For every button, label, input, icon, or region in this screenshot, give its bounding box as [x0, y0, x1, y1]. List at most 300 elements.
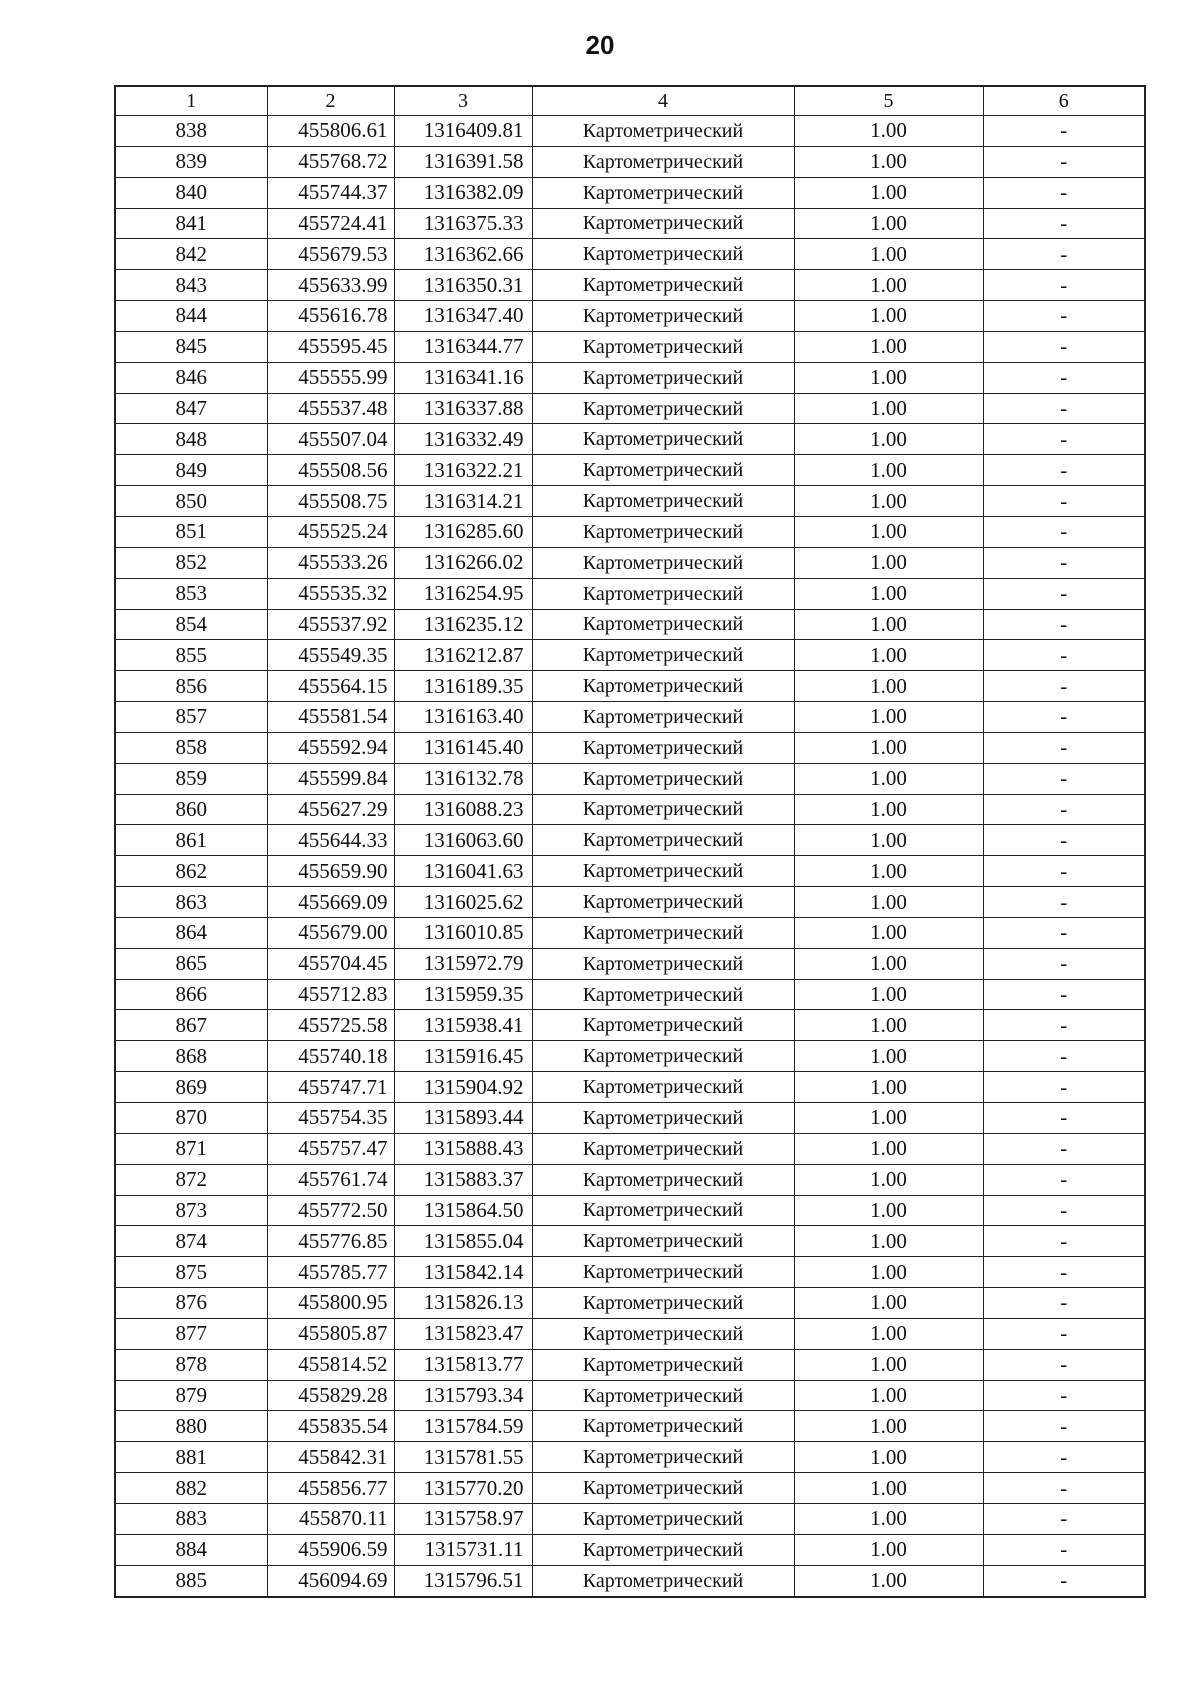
x-coordinate-cell: 455627.29 — [267, 794, 394, 825]
table-row — [115, 547, 1145, 578]
table-row — [115, 1041, 1145, 1072]
point-number-cell: 864 — [115, 917, 267, 948]
method-cell: Картометрический — [532, 1164, 794, 1195]
method-cell: Картометрический — [532, 239, 794, 270]
y-coordinate-cell: 1316285.60 — [394, 516, 532, 547]
table-row — [115, 177, 1145, 208]
table-row — [115, 671, 1145, 702]
y-coordinate-cell: 1316041.63 — [394, 856, 532, 887]
method-cell: Картометрический — [532, 671, 794, 702]
table-header-row — [115, 86, 1145, 116]
note-cell: - — [983, 1534, 1145, 1565]
accuracy-cell: 1.00 — [794, 1288, 983, 1319]
y-coordinate-cell: 1316362.66 — [394, 239, 532, 270]
x-coordinate-cell: 455564.15 — [267, 671, 394, 702]
x-coordinate-cell: 455679.00 — [267, 917, 394, 948]
accuracy-cell: 1.00 — [794, 393, 983, 424]
note-cell: - — [983, 1164, 1145, 1195]
accuracy-cell: 1.00 — [794, 1195, 983, 1226]
method-cell: Картометрический — [532, 1503, 794, 1534]
accuracy-cell: 1.00 — [794, 640, 983, 671]
point-number-cell: 852 — [115, 547, 267, 578]
y-coordinate-cell: 1316337.88 — [394, 393, 532, 424]
table-row — [115, 1565, 1145, 1596]
table-row — [115, 1411, 1145, 1442]
point-number-cell: 847 — [115, 393, 267, 424]
method-cell: Картометрический — [532, 702, 794, 733]
note-cell: - — [983, 455, 1145, 486]
accuracy-cell: 1.00 — [794, 702, 983, 733]
accuracy-cell: 1.00 — [794, 331, 983, 362]
table-row — [115, 1318, 1145, 1349]
point-number-cell: 842 — [115, 239, 267, 270]
x-coordinate-cell: 455679.53 — [267, 239, 394, 270]
y-coordinate-cell: 1316341.16 — [394, 362, 532, 393]
table-row — [115, 393, 1145, 424]
x-coordinate-cell: 455725.58 — [267, 1010, 394, 1041]
y-coordinate-cell: 1315731.11 — [394, 1534, 532, 1565]
method-cell: Картометрический — [532, 1318, 794, 1349]
column-header: 4 — [532, 86, 794, 116]
table-row — [115, 640, 1145, 671]
method-cell: Картометрический — [532, 1072, 794, 1103]
table-row — [115, 578, 1145, 609]
method-cell: Картометрический — [532, 825, 794, 856]
x-coordinate-cell: 455835.54 — [267, 1411, 394, 1442]
method-cell: Картометрический — [532, 1380, 794, 1411]
x-coordinate-cell: 455659.90 — [267, 856, 394, 887]
point-number-cell: 854 — [115, 609, 267, 640]
method-cell: Картометрический — [532, 146, 794, 177]
column-header: 2 — [267, 86, 394, 116]
method-cell: Картометрический — [532, 516, 794, 547]
y-coordinate-cell: 1315916.45 — [394, 1041, 532, 1072]
y-coordinate-cell: 1315758.97 — [394, 1503, 532, 1534]
method-cell: Картометрический — [532, 455, 794, 486]
column-header: 1 — [115, 86, 267, 116]
note-cell: - — [983, 1041, 1145, 1072]
note-cell: - — [983, 671, 1145, 702]
accuracy-cell: 1.00 — [794, 146, 983, 177]
point-number-cell: 870 — [115, 1103, 267, 1134]
point-number-cell: 863 — [115, 887, 267, 918]
accuracy-cell: 1.00 — [794, 979, 983, 1010]
point-number-cell: 867 — [115, 1010, 267, 1041]
point-number-cell: 853 — [115, 578, 267, 609]
table-row — [115, 1257, 1145, 1288]
note-cell: - — [983, 609, 1145, 640]
method-cell: Картометрический — [532, 301, 794, 332]
note-cell: - — [983, 424, 1145, 455]
note-cell: - — [983, 887, 1145, 918]
accuracy-cell: 1.00 — [794, 609, 983, 640]
x-coordinate-cell: 455805.87 — [267, 1318, 394, 1349]
x-coordinate-cell: 455595.45 — [267, 331, 394, 362]
note-cell: - — [983, 1473, 1145, 1504]
point-number-cell: 875 — [115, 1257, 267, 1288]
method-cell: Картометрический — [532, 362, 794, 393]
table-row — [115, 887, 1145, 918]
table-row — [115, 917, 1145, 948]
point-number-cell: 873 — [115, 1195, 267, 1226]
method-cell: Картометрический — [532, 177, 794, 208]
y-coordinate-cell: 1315972.79 — [394, 948, 532, 979]
x-coordinate-cell: 455533.26 — [267, 547, 394, 578]
accuracy-cell: 1.00 — [794, 825, 983, 856]
note-cell: - — [983, 948, 1145, 979]
note-cell: - — [983, 270, 1145, 301]
note-cell: - — [983, 856, 1145, 887]
method-cell: Картометрический — [532, 1226, 794, 1257]
x-coordinate-cell: 455806.61 — [267, 116, 394, 147]
accuracy-cell: 1.00 — [794, 301, 983, 332]
y-coordinate-cell: 1315770.20 — [394, 1473, 532, 1504]
accuracy-cell: 1.00 — [794, 270, 983, 301]
table-row — [115, 825, 1145, 856]
table-row — [115, 208, 1145, 239]
x-coordinate-cell: 455772.50 — [267, 1195, 394, 1226]
table-row — [115, 979, 1145, 1010]
method-cell: Картометрический — [532, 732, 794, 763]
point-number-cell: 871 — [115, 1133, 267, 1164]
accuracy-cell: 1.00 — [794, 424, 983, 455]
method-cell: Картометрический — [532, 424, 794, 455]
table-row — [115, 1473, 1145, 1504]
x-coordinate-cell: 455644.33 — [267, 825, 394, 856]
note-cell: - — [983, 239, 1145, 270]
note-cell: - — [983, 516, 1145, 547]
point-number-cell: 877 — [115, 1318, 267, 1349]
point-number-cell: 861 — [115, 825, 267, 856]
y-coordinate-cell: 1315864.50 — [394, 1195, 532, 1226]
x-coordinate-cell: 455757.47 — [267, 1133, 394, 1164]
accuracy-cell: 1.00 — [794, 1257, 983, 1288]
point-number-cell: 860 — [115, 794, 267, 825]
note-cell: - — [983, 362, 1145, 393]
point-number-cell: 880 — [115, 1411, 267, 1442]
accuracy-cell: 1.00 — [794, 362, 983, 393]
accuracy-cell: 1.00 — [794, 547, 983, 578]
point-number-cell: 839 — [115, 146, 267, 177]
table-row — [115, 794, 1145, 825]
accuracy-cell: 1.00 — [794, 486, 983, 517]
table-row — [115, 239, 1145, 270]
note-cell: - — [983, 763, 1145, 794]
accuracy-cell: 1.00 — [794, 1041, 983, 1072]
accuracy-cell: 1.00 — [794, 948, 983, 979]
note-cell: - — [983, 1288, 1145, 1319]
table-row — [115, 1072, 1145, 1103]
x-coordinate-cell: 455508.56 — [267, 455, 394, 486]
table-row — [115, 1226, 1145, 1257]
point-number-cell: 884 — [115, 1534, 267, 1565]
y-coordinate-cell: 1315842.14 — [394, 1257, 532, 1288]
y-coordinate-cell: 1315784.59 — [394, 1411, 532, 1442]
point-number-cell: 845 — [115, 331, 267, 362]
y-coordinate-cell: 1316145.40 — [394, 732, 532, 763]
note-cell: - — [983, 1380, 1145, 1411]
x-coordinate-cell: 455814.52 — [267, 1349, 394, 1380]
table-body — [115, 116, 1145, 1597]
point-number-cell: 848 — [115, 424, 267, 455]
method-cell: Картометрический — [532, 393, 794, 424]
x-coordinate-cell: 455747.71 — [267, 1072, 394, 1103]
method-cell: Картометрический — [532, 917, 794, 948]
note-cell: - — [983, 1503, 1145, 1534]
y-coordinate-cell: 1316088.23 — [394, 794, 532, 825]
note-cell: - — [983, 640, 1145, 671]
table-row — [115, 331, 1145, 362]
x-coordinate-cell: 455537.48 — [267, 393, 394, 424]
y-coordinate-cell: 1316322.21 — [394, 455, 532, 486]
note-cell: - — [983, 1010, 1145, 1041]
accuracy-cell: 1.00 — [794, 917, 983, 948]
table-row — [115, 702, 1145, 733]
method-cell: Картометрический — [532, 1442, 794, 1473]
point-number-cell: 876 — [115, 1288, 267, 1319]
point-number-cell: 851 — [115, 516, 267, 547]
table-row — [115, 270, 1145, 301]
table-row — [115, 1133, 1145, 1164]
y-coordinate-cell: 1316409.81 — [394, 116, 532, 147]
coordinates-table — [114, 85, 1146, 1598]
note-cell: - — [983, 146, 1145, 177]
note-cell: - — [983, 979, 1145, 1010]
method-cell: Картометрический — [532, 1534, 794, 1565]
point-number-cell: 841 — [115, 208, 267, 239]
y-coordinate-cell: 1315888.43 — [394, 1133, 532, 1164]
method-cell: Картометрический — [532, 948, 794, 979]
accuracy-cell: 1.00 — [794, 856, 983, 887]
method-cell: Картометрический — [532, 547, 794, 578]
note-cell: - — [983, 1565, 1145, 1596]
note-cell: - — [983, 547, 1145, 578]
accuracy-cell: 1.00 — [794, 208, 983, 239]
accuracy-cell: 1.00 — [794, 516, 983, 547]
y-coordinate-cell: 1316350.31 — [394, 270, 532, 301]
point-number-cell: 885 — [115, 1565, 267, 1596]
note-cell: - — [983, 1072, 1145, 1103]
table-row — [115, 516, 1145, 547]
table-row — [115, 1164, 1145, 1195]
point-number-cell: 843 — [115, 270, 267, 301]
table-row — [115, 116, 1145, 147]
note-cell: - — [983, 486, 1145, 517]
method-cell: Картометрический — [532, 1010, 794, 1041]
x-coordinate-cell: 455724.41 — [267, 208, 394, 239]
x-coordinate-cell: 455829.28 — [267, 1380, 394, 1411]
y-coordinate-cell: 1316254.95 — [394, 578, 532, 609]
x-coordinate-cell: 455616.78 — [267, 301, 394, 332]
method-cell: Картометрический — [532, 1349, 794, 1380]
y-coordinate-cell: 1316189.35 — [394, 671, 532, 702]
x-coordinate-cell: 455761.74 — [267, 1164, 394, 1195]
note-cell: - — [983, 1257, 1145, 1288]
y-coordinate-cell: 1315813.77 — [394, 1349, 532, 1380]
point-number-cell: 862 — [115, 856, 267, 887]
y-coordinate-cell: 1316347.40 — [394, 301, 532, 332]
point-number-cell: 881 — [115, 1442, 267, 1473]
method-cell: Картометрический — [532, 208, 794, 239]
accuracy-cell: 1.00 — [794, 1318, 983, 1349]
column-header: 5 — [794, 86, 983, 116]
x-coordinate-cell: 455768.72 — [267, 146, 394, 177]
note-cell: - — [983, 1133, 1145, 1164]
page-number: 20 — [585, 30, 615, 60]
accuracy-cell: 1.00 — [794, 671, 983, 702]
x-coordinate-cell: 455507.04 — [267, 424, 394, 455]
accuracy-cell: 1.00 — [794, 1010, 983, 1041]
x-coordinate-cell: 455842.31 — [267, 1442, 394, 1473]
accuracy-cell: 1.00 — [794, 116, 983, 147]
point-number-cell: 859 — [115, 763, 267, 794]
table-row — [115, 455, 1145, 486]
accuracy-cell: 1.00 — [794, 1133, 983, 1164]
y-coordinate-cell: 1315826.13 — [394, 1288, 532, 1319]
x-coordinate-cell: 455535.32 — [267, 578, 394, 609]
x-coordinate-cell: 455712.83 — [267, 979, 394, 1010]
table-row — [115, 301, 1145, 332]
accuracy-cell: 1.00 — [794, 1349, 983, 1380]
table-row — [115, 424, 1145, 455]
method-cell: Картометрический — [532, 578, 794, 609]
y-coordinate-cell: 1316132.78 — [394, 763, 532, 794]
method-cell: Картометрический — [532, 887, 794, 918]
x-coordinate-cell: 455704.45 — [267, 948, 394, 979]
x-coordinate-cell: 455744.37 — [267, 177, 394, 208]
point-number-cell: 857 — [115, 702, 267, 733]
y-coordinate-cell: 1315855.04 — [394, 1226, 532, 1257]
y-coordinate-cell: 1315823.47 — [394, 1318, 532, 1349]
y-coordinate-cell: 1316266.02 — [394, 547, 532, 578]
accuracy-cell: 1.00 — [794, 1226, 983, 1257]
accuracy-cell: 1.00 — [794, 578, 983, 609]
y-coordinate-cell: 1315781.55 — [394, 1442, 532, 1473]
note-cell: - — [983, 331, 1145, 362]
method-cell: Картометрический — [532, 1103, 794, 1134]
accuracy-cell: 1.00 — [794, 1072, 983, 1103]
method-cell: Картометрический — [532, 331, 794, 362]
y-coordinate-cell: 1316212.87 — [394, 640, 532, 671]
point-number-cell: 879 — [115, 1380, 267, 1411]
y-coordinate-cell: 1316010.85 — [394, 917, 532, 948]
note-cell: - — [983, 578, 1145, 609]
y-coordinate-cell: 1316344.77 — [394, 331, 532, 362]
method-cell: Картометрический — [532, 1565, 794, 1596]
note-cell: - — [983, 1103, 1145, 1134]
method-cell: Картометрический — [532, 640, 794, 671]
accuracy-cell: 1.00 — [794, 794, 983, 825]
note-cell: - — [983, 1226, 1145, 1257]
method-cell: Картометрический — [532, 1041, 794, 1072]
note-cell: - — [983, 1349, 1145, 1380]
y-coordinate-cell: 1316025.62 — [394, 887, 532, 918]
accuracy-cell: 1.00 — [794, 763, 983, 794]
column-header: 3 — [394, 86, 532, 116]
x-coordinate-cell: 455870.11 — [267, 1503, 394, 1534]
x-coordinate-cell: 455785.77 — [267, 1257, 394, 1288]
y-coordinate-cell: 1316391.58 — [394, 146, 532, 177]
x-coordinate-cell: 455581.54 — [267, 702, 394, 733]
accuracy-cell: 1.00 — [794, 1565, 983, 1596]
table-row — [115, 146, 1145, 177]
point-number-cell: 874 — [115, 1226, 267, 1257]
note-cell: - — [983, 825, 1145, 856]
point-number-cell: 850 — [115, 486, 267, 517]
table-row — [115, 1503, 1145, 1534]
method-cell: Картометрический — [532, 609, 794, 640]
table-row — [115, 732, 1145, 763]
method-cell: Картометрический — [532, 763, 794, 794]
table-row — [115, 1010, 1145, 1041]
y-coordinate-cell: 1316063.60 — [394, 825, 532, 856]
point-number-cell: 856 — [115, 671, 267, 702]
y-coordinate-cell: 1315904.92 — [394, 1072, 532, 1103]
note-cell: - — [983, 702, 1145, 733]
x-coordinate-cell: 455800.95 — [267, 1288, 394, 1319]
x-coordinate-cell: 456094.69 — [267, 1565, 394, 1596]
y-coordinate-cell: 1315938.41 — [394, 1010, 532, 1041]
accuracy-cell: 1.00 — [794, 1503, 983, 1534]
table-row — [115, 856, 1145, 887]
accuracy-cell: 1.00 — [794, 455, 983, 486]
point-number-cell: 846 — [115, 362, 267, 393]
accuracy-cell: 1.00 — [794, 732, 983, 763]
x-coordinate-cell: 455633.99 — [267, 270, 394, 301]
accuracy-cell: 1.00 — [794, 1442, 983, 1473]
table-row — [115, 1288, 1145, 1319]
point-number-cell: 872 — [115, 1164, 267, 1195]
note-cell: - — [983, 177, 1145, 208]
point-number-cell: 840 — [115, 177, 267, 208]
note-cell: - — [983, 917, 1145, 948]
point-number-cell: 838 — [115, 116, 267, 147]
method-cell: Картометрический — [532, 116, 794, 147]
column-header: 6 — [983, 86, 1145, 116]
note-cell: - — [983, 1411, 1145, 1442]
x-coordinate-cell: 455599.84 — [267, 763, 394, 794]
accuracy-cell: 1.00 — [794, 239, 983, 270]
x-coordinate-cell: 455740.18 — [267, 1041, 394, 1072]
x-coordinate-cell: 455754.35 — [267, 1103, 394, 1134]
x-coordinate-cell: 455508.75 — [267, 486, 394, 517]
point-number-cell: 849 — [115, 455, 267, 486]
note-cell: - — [983, 794, 1145, 825]
x-coordinate-cell: 455776.85 — [267, 1226, 394, 1257]
table-row — [115, 486, 1145, 517]
method-cell: Картометрический — [532, 270, 794, 301]
method-cell: Картометрический — [532, 486, 794, 517]
x-coordinate-cell: 455856.77 — [267, 1473, 394, 1504]
y-coordinate-cell: 1316375.33 — [394, 208, 532, 239]
y-coordinate-cell: 1315796.51 — [394, 1565, 532, 1596]
method-cell: Картометрический — [532, 794, 794, 825]
method-cell: Картометрический — [532, 1288, 794, 1319]
y-coordinate-cell: 1315883.37 — [394, 1164, 532, 1195]
point-number-cell: 865 — [115, 948, 267, 979]
note-cell: - — [983, 301, 1145, 332]
point-number-cell: 882 — [115, 1473, 267, 1504]
method-cell: Картометрический — [532, 1195, 794, 1226]
note-cell: - — [983, 1442, 1145, 1473]
method-cell: Картометрический — [532, 979, 794, 1010]
accuracy-cell: 1.00 — [794, 1534, 983, 1565]
table-row — [115, 1195, 1145, 1226]
point-number-cell: 868 — [115, 1041, 267, 1072]
method-cell: Картометрический — [532, 1133, 794, 1164]
note-cell: - — [983, 1195, 1145, 1226]
accuracy-cell: 1.00 — [794, 1164, 983, 1195]
